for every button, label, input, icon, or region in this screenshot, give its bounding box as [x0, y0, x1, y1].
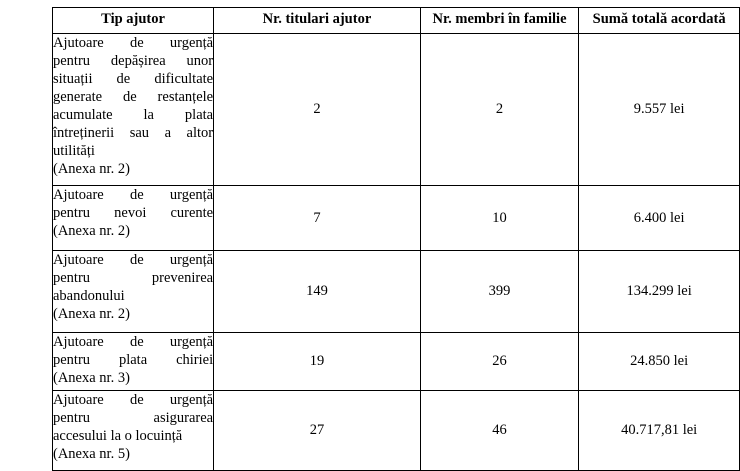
aid-type-line: pentru depășirea unor: [53, 53, 214, 69]
holders-cell: 19: [214, 333, 421, 391]
aid-type-line: Ajutoare de urgență: [53, 187, 214, 203]
aid-type-line: Ajutoare de urgență: [53, 35, 214, 51]
table-row: [53, 333, 740, 391]
header-total: Sumă totală acordată: [579, 8, 740, 34]
aid-type-line: întreținerii sau a altor: [53, 125, 214, 141]
members-cell: 399: [420, 251, 578, 333]
aid-type-line: abandonului: [53, 288, 125, 304]
aid-type-line: acumulate la plata: [53, 107, 214, 123]
members-cell: 46: [420, 391, 578, 471]
aid-type-line: situații de dificultate: [53, 71, 214, 87]
aid-type-line: (Anexa nr. 5): [53, 446, 130, 462]
aid-type-cell: [53, 34, 214, 186]
aid-type-cell: [53, 186, 214, 251]
header-type: Tip ajutor: [53, 8, 214, 34]
members-cell: 26: [420, 333, 578, 391]
aid-type-cell: [53, 333, 214, 391]
aid-type-line: (Anexa nr. 3): [53, 370, 130, 386]
total-cell: 9.557 lei: [579, 34, 740, 186]
aid-type-line: (Anexa nr. 2): [53, 161, 130, 177]
total-cell: 24.850 lei: [579, 333, 740, 391]
table-row: [53, 391, 740, 471]
total-cell: 40.717,81 lei: [579, 391, 740, 471]
aid-type-line: pentru nevoi curente: [53, 205, 214, 221]
aid-type-line: Ajutoare de urgență: [53, 392, 214, 408]
header-row: [53, 8, 740, 34]
aid-type-line: (Anexa nr. 2): [53, 306, 130, 322]
members-cell: 10: [420, 186, 578, 251]
holders-cell: 2: [214, 34, 421, 186]
members-cell: 2: [420, 34, 578, 186]
aid-type-cell: [53, 251, 214, 333]
aid-type-line: pentru asigurarea: [53, 410, 214, 426]
table-row: [53, 186, 740, 251]
aid-type-line: Ajutoare de urgență: [53, 334, 214, 350]
aid-type-line: pentru prevenirea: [53, 270, 214, 286]
aid-type-line: accesului la o locuință: [53, 428, 183, 444]
aid-table: [52, 7, 740, 471]
aid-type-line: pentru plata chiriei: [53, 352, 214, 368]
table-row: [53, 251, 740, 333]
aid-type-line: (Anexa nr. 2): [53, 223, 130, 239]
holders-cell: 149: [214, 251, 421, 333]
aid-type-line: utilități: [53, 143, 95, 159]
total-cell: 6.400 lei: [579, 186, 740, 251]
table-row: [53, 34, 740, 186]
aid-type-line: generate de restanțele: [53, 89, 214, 105]
holders-cell: 7: [214, 186, 421, 251]
header-holders: Nr. titulari ajutor: [214, 8, 421, 34]
aid-type-line: Ajutoare de urgență: [53, 252, 214, 268]
aid-type-cell: [53, 391, 214, 471]
total-cell: 134.299 lei: [579, 251, 740, 333]
header-members: Nr. membri în familie: [420, 8, 578, 34]
holders-cell: 27: [214, 391, 421, 471]
